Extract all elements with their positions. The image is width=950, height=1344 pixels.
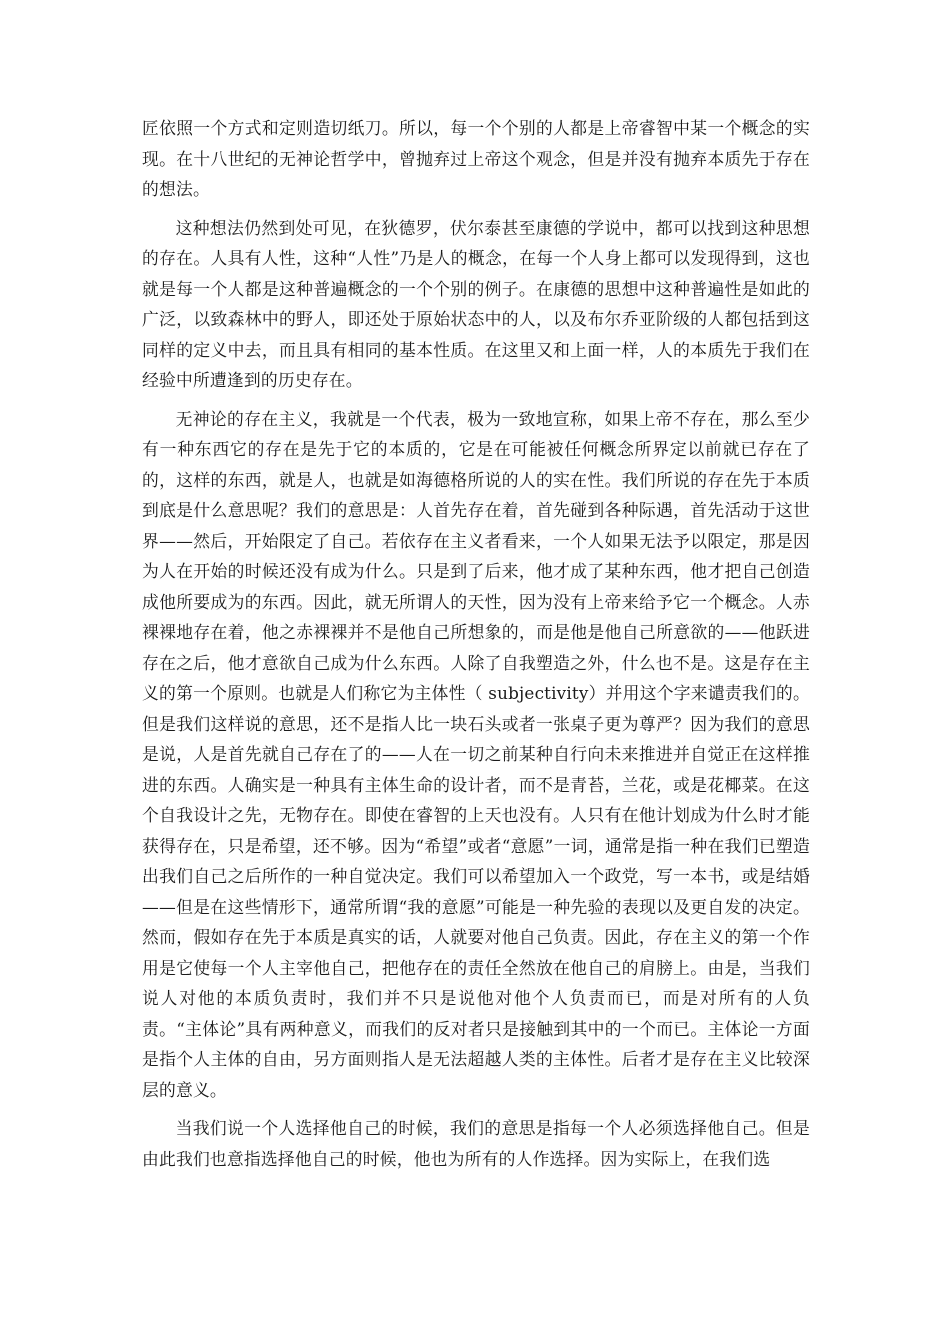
paragraph: 这种想法仍然到处可见，在狄德罗，伏尔泰甚至康德的学说中，都可以找到这种思想的存在。人具有人性，这种“人性”乃是人的概念，在每一个人身上都可以发现得到，这也就是每一个人都是这种普遍概念的一个个别的例子。在康德的思想中这种普遍性是如此的广泛，以致森林中的野人，即还处于原始状态中的人，以及布尔乔亚阶级的人都包括到这同样的定义中去，而且具有相同的基本性质。在这里又和上面一样，人的本质先于我们在经验中所遭逢到的历史存在。 [142,217,810,390]
body-text [142,113,810,1182]
paragraph-continuation: 匠依照一个方式和定则造切纸刀。所以，每一个个别的人都是上帝睿智中某一个概念的实现。在十八世纪的无神论哲学中，曾抛弃过上帝这个观念，但是并没有抛弃本质先于存在的想法。 [142,118,810,199]
paragraph: 当我们说一个人选择他自己的时候，我们的意思是指每一个人必须选择他自己。但是由此我们也意指选择他自己的时候，他也为所有的人作选择。因为实际上，在我们选 [142,1118,810,1169]
paragraph: 无神论的存在主义，我就是一个代表，极为一致地宣称，如果上帝不存在，那么至少有一种东西它的存在是先于它的本质的，它是在可能被任何概念所界定以前就已存在了的，这样的东西，就是人，也就是如海德格所说的人的实在性。我们所说的存在先于本质到底是什么意思呢？我们的意思是：人首先存在着，首先碰到各种际遇，首先活动于这世界——然后，开始限定了自己。若依存在主义者看来，一个人如果无法予以限定，那是因为人在开始的时候还没有成为什么。只是到了后来，他才成了某种东西，他才把自己创造成他所要成为的东西。因此，就无所谓人的天性，因为没有上帝来给予它一个概念。人赤裸裸地存在着，他之赤裸裸并不是他自己所想象的，而是他是他自己所意欲的——他跃进存在之后，他才意欲自己成为什么东西。人除了自我塑造之外，什么也不是。这是存在主义的第一个原则。也就是人们称它为主体性（ subjectivity）并用这个字来谴责我们的。但是我们这样说的意思，还不是指人比一块石头或者一张桌子更为尊严？因为我们的意思是说，人是首先就自己存在了的——人在一切之前某种自行向未来推进并自觉正在这样推进的东西。人确实是一种具有主体生命的设计者，而不是青苔，兰花，或是花椰菜。在这个自我设计之先，无物存在。即使在睿智的上天也没有。人只有在他计划成为什么时才能获得存在，只是希望，还不够。因为“希望”或者“意愿”一词，通常是指一种在我们已塑造出我们自己之后所作的一种自觉决定。我们可以希望加入一个政党，写一本书，或是结婚——但是在这些情形下，通常所谓“我的意愿”可能是一种先验的表现以及更自发的决定。然而，假如存在先于本质是真实的话，人就要对他自己负责。因此，存在主义的第一个作用是它使每一个人主宰他自己，把他存在的责任全然放在他自己的肩膀上。由是，当我们说人对他的本质负责时，我们并不只是说他对他个人负责而已，而是对所有的人负责。“主体论”具有两种意义，而我们的反对者只是接触到其中的一个而已。主体论一方面是指个人主体的自由，另方面则指人是无法超越人类的主体性。后者才是存在主义比较深层的意义。 [142,408,810,1100]
